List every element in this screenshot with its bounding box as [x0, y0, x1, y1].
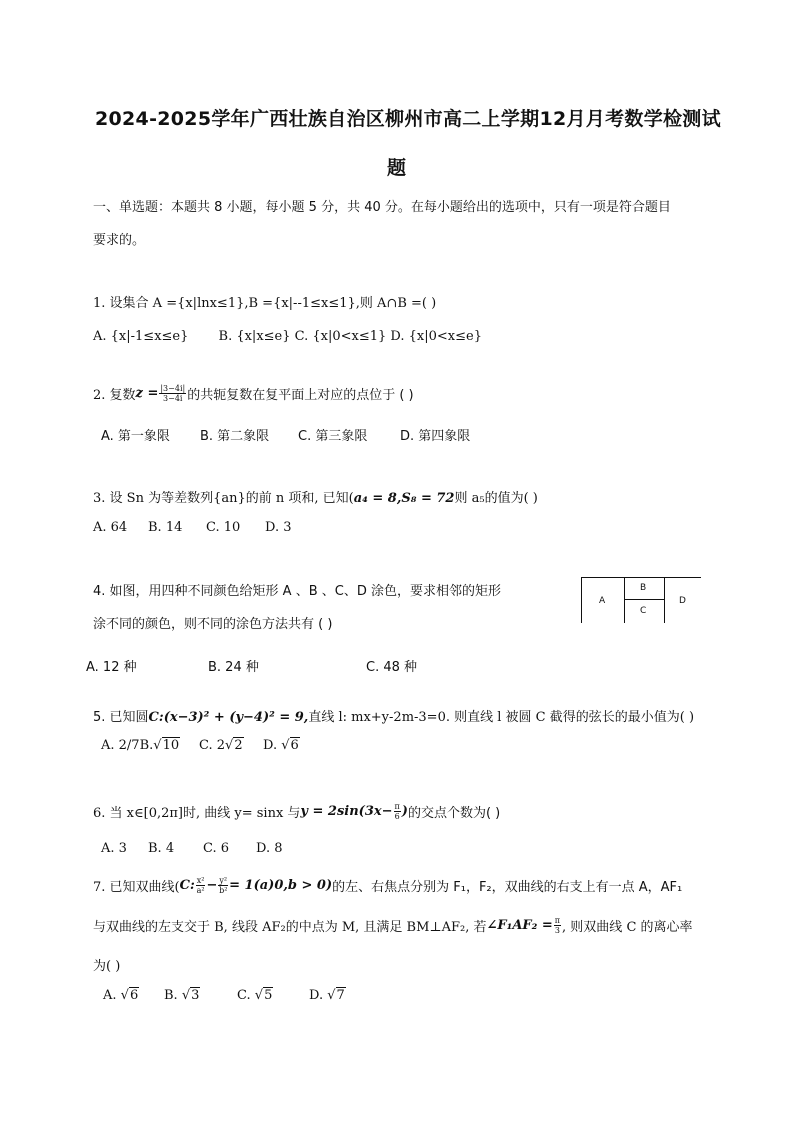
q5-math: C:(x−3)² + (y−4)² = 9, [148, 710, 309, 725]
q4-option-a: A. 12 种 [86, 660, 137, 675]
q4-cell-d: D [679, 596, 686, 606]
q4-cell-b: B [640, 583, 647, 593]
q5-option-ab [101, 738, 180, 753]
q6-frac-num: π [394, 802, 400, 811]
q2-stem [93, 384, 414, 403]
q3-option-d: D. 3 [265, 520, 292, 535]
q6-stem [93, 802, 500, 821]
q2-suffix: 的共轭复数在复平面上对应的点位于 ( ) [187, 388, 414, 403]
q5-option-c-radicand: 2 [234, 738, 243, 753]
q2-option-b: B. 第二象限 [200, 429, 270, 444]
q4-rectangle-figure [581, 577, 701, 623]
q7-option-b-radicand: 3 [191, 988, 200, 1003]
q3-prefix: 3. 设 Sn 为等差数列{an}的前 n 项和, 已知( [93, 491, 354, 506]
q7-option-a-radicand: 6 [129, 988, 139, 1003]
sqrt-icon: √10 [153, 738, 180, 753]
q5-suffix: 直线 l: mx+y-2m-3=0. 则直线 l 被圆 C 截得的弦长的最小值为( ) [308, 710, 695, 725]
sqrt-icon: √6 [120, 988, 139, 1003]
q3-option-a: A. 64 [93, 520, 128, 535]
q2-option-a: A. 第一象限 [101, 429, 170, 444]
q7-line2-b: , 则双曲线 C 的离心率 [562, 920, 693, 935]
q7-math-eq: = 1(a)0,b > 0) [229, 878, 333, 893]
q7-option-c-text: C. [237, 988, 251, 1003]
q2-frac-num: |3−4i| [160, 384, 186, 393]
q7-frac-x-den: a² [196, 886, 205, 895]
page-title-line2: 题 [387, 157, 407, 179]
q2-option-d: D. 第四象限 [400, 429, 471, 444]
q6-option-b: B. 4 [148, 841, 175, 856]
q7-fraction-pi3 [554, 916, 561, 935]
q7-frac-pi-num: π [554, 916, 561, 925]
q5-option-c-text: C. 2 [199, 738, 226, 753]
q7-fraction-x [196, 876, 206, 895]
page-title-line1: 2024-2025学年广西壮族自治区柳州市高二上学期12月月考数学检测试 [95, 108, 721, 130]
q7-stem-line3: 为( ) [93, 959, 121, 974]
q6-fraction [394, 802, 401, 821]
q5-option-d [263, 738, 300, 753]
q2-frac-den: 3−4i [163, 394, 183, 403]
q7-option-d-text: D. [309, 988, 324, 1003]
q7-option-d-radicand: 7 [336, 988, 345, 1003]
q6-option-c: C. 6 [203, 841, 230, 856]
q5-option-b-radicand: 10 [162, 738, 180, 753]
q7-option-c [237, 988, 273, 1003]
q6-suffix: 的交点个数为( ) [407, 806, 501, 821]
q5-option-c [199, 738, 244, 753]
q6-math-close: ) [401, 804, 408, 819]
q5-stem [93, 706, 694, 725]
q7-prefix: 7. 已知双曲线( [93, 880, 180, 895]
q4-line2: 涂不同的颜色，则不同的涂色方法共有 ( ) [93, 617, 333, 632]
q7-stem-line1 [93, 876, 682, 895]
q7-frac-y-num: y² [219, 876, 228, 885]
sqrt-icon: √3 [181, 988, 200, 1003]
q7-option-c-radicand: 5 [264, 988, 273, 1003]
q3-option-b: B. 14 [148, 520, 183, 535]
q5-option-a-text: A. 2/7B. [101, 738, 154, 753]
q6-prefix: 6. 当 x∈[0,2π]时, 曲线 y= sinx 与 [93, 806, 301, 821]
q7-option-a [103, 988, 139, 1003]
q7-option-b-text: B. [164, 988, 178, 1003]
q1-stem: 1. 设集合 A ={x|lnx≤1},B ={x|--1≤x≤1},则 A∩B =( ) [93, 296, 437, 311]
q4-cell-c: C [640, 606, 647, 616]
q3-stem [93, 487, 538, 506]
q2-fraction [159, 384, 186, 403]
q4-cell-a: A [599, 596, 606, 606]
q3-option-c: C. 10 [206, 520, 241, 535]
q7-option-d [309, 988, 346, 1003]
sqrt-icon: √7 [327, 988, 345, 1003]
q6-frac-den: 6 [394, 812, 400, 821]
q7-stem-line2 [93, 916, 693, 935]
q4-options-clipped [86, 656, 446, 675]
q7-frac-y-den: b² [219, 886, 228, 895]
q7-line1-rest: 的左、右焦点分别为 F₁，F₂，双曲线的右支上有一点 A，AF₁ [332, 880, 683, 895]
q7-angle: ∠F₁AF₂ = [486, 918, 553, 933]
q7-line2-a: 与双曲线的左支交于 B, 线段 AF₂的中点为 M, 且满足 BM⊥AF₂, 若 [93, 920, 487, 935]
q7-frac-x-num: x² [196, 876, 205, 885]
q7-math-c: C: [179, 878, 195, 893]
q5-prefix: 5. 已知圆 [93, 710, 149, 725]
q2-option-c: C. 第三象限 [298, 429, 368, 444]
section-instructions-line2: 要求的。 [93, 233, 146, 248]
q5-option-d-radicand: 6 [290, 738, 299, 753]
q4-option-c: C. 48 种 [366, 660, 418, 675]
q7-minus: − [206, 878, 218, 893]
section-instructions-line1: 一、单选题：本题共 8 小题，每小题 5 分，共 40 分。在每小题给出的选项中，只有一项是符合题目 [93, 200, 671, 215]
q3-suffix: 则 a₅的值为( ) [454, 491, 538, 506]
q4-option-b: B. 24 种 [208, 660, 259, 675]
q6-option-d: D. 8 [256, 841, 283, 856]
q6-math: y = 2sin(3x− [300, 804, 393, 819]
sqrt-icon: √6 [281, 738, 299, 753]
q5-option-d-text: D. [263, 738, 278, 753]
q1-options: A. {x|-1≤x≤e} B. {x|x≤e} C. {x|0<x≤1} D. {x|0<x≤e} [93, 329, 482, 344]
sqrt-icon: √2 [225, 738, 243, 753]
q7-option-b [164, 988, 200, 1003]
q7-option-a-text: A. [103, 988, 117, 1003]
sqrt-icon: √5 [254, 988, 273, 1003]
q2-prefix: 2. 复数 [93, 388, 136, 403]
q7-frac-pi-den: 3 [554, 926, 560, 935]
q7-fraction-y [218, 876, 228, 895]
q3-math: a₄ = 8,S₈ = 72 [353, 491, 455, 506]
q4-line1: 4. 如图，用四种不同颜色给矩形 A 、B 、C、D 涂色，要求相邻的矩形 [93, 584, 501, 599]
q2-z: z = [135, 386, 159, 401]
q6-option-a: A. 3 [101, 841, 127, 856]
